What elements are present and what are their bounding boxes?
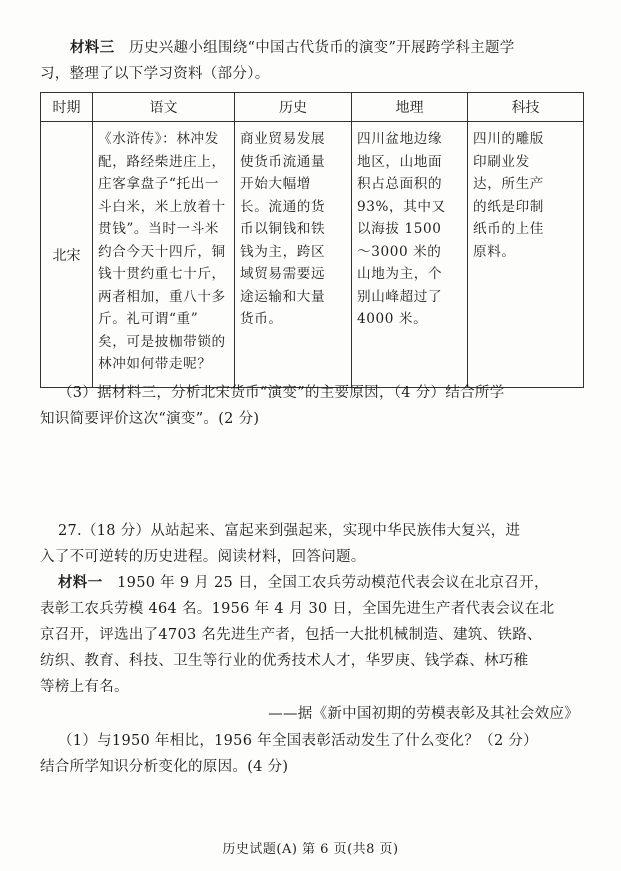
- geography-line: 93%，其中又: [357, 198, 446, 215]
- technology-line: 达，所生产: [473, 176, 544, 192]
- header-period: 时期: [41, 93, 93, 122]
- history-line: 使货币流通量: [240, 153, 326, 170]
- header-history: 历史: [235, 93, 352, 122]
- geography-line: 积占总面积的: [357, 176, 443, 192]
- technology-line: 纸币的上佳: [473, 221, 544, 237]
- material1-line1: 材料一 1950 年 9 月 25 日，全国工农兵劳动模范代表会议在北京召开，: [58, 574, 549, 591]
- history-line: 长。流通的货: [240, 198, 326, 215]
- technology-line: 四川的雕版: [473, 131, 544, 147]
- geography-line: 山地为主，个: [357, 266, 443, 282]
- question-3-line2: 知识简要评价这次“演变”。(2 分): [40, 411, 260, 427]
- geography-line: 以海拔 1500: [357, 221, 442, 237]
- table-header-row: [41, 93, 584, 122]
- q27-intro-line1: 27.（18 分）从站起来、富起来到强起来，实现中华民族伟大复兴，进: [58, 523, 521, 539]
- chinese-line: 林冲如何带走呢？: [98, 356, 212, 372]
- history-line: 途运输和大量: [240, 288, 326, 305]
- q27-sub1-line1: （1）与1950 年相比，1956 年全国表彰活动发生了什么变化？（2 分）: [58, 733, 538, 749]
- header-chinese: 语文: [93, 93, 235, 122]
- chinese-line: 配，路经柴进庄上，: [98, 153, 226, 170]
- technology-cell: [468, 122, 584, 388]
- period-cell: 北宋: [41, 122, 93, 388]
- chinese-line: 贯钱”。当时一斗米: [98, 221, 220, 237]
- material3-label: 材料三: [70, 39, 115, 56]
- geography-cell: [352, 122, 468, 388]
- geography-line: ～3000 米的: [357, 243, 442, 260]
- chinese-line: 斗白米，米上放着十: [98, 198, 226, 215]
- material1-line2: 表彰工农兵劳模 464 名。1956 年 4 月 30 日，全国先进生产者代表会议在北: [40, 601, 555, 617]
- geography-line: 四川盆地边缘: [357, 131, 443, 147]
- header-geography: 地理: [352, 93, 468, 122]
- question-3-line1: （3）据材料三，分析北宋货币“演变”的主要原因，（4 分）结合所学: [58, 385, 505, 401]
- technology-line: 的纸是印制: [473, 198, 544, 215]
- q27-intro-line2: 入了不可逆转的历史进程。阅读材料，回答问题。: [40, 549, 366, 565]
- material1-line3: 京召开，评选出了4703 名先进生产者，包括一大批机械制造、建筑、铁路、: [40, 627, 542, 643]
- geography-line: 地区，山地面: [357, 153, 443, 170]
- material1-source: ——据《新中国初期的劳模表彰及其社会效应》: [268, 706, 579, 722]
- history-line: 开始大幅增: [240, 176, 311, 192]
- chinese-cell: [93, 122, 235, 388]
- material1-label: 材料一: [58, 574, 103, 591]
- history-cell: [235, 122, 352, 388]
- history-line: 货币。: [240, 311, 283, 327]
- material3-intro-line1: 材料三 历史兴趣小组围绕“中国古代货币的演变”开展跨学科主题学: [70, 39, 515, 56]
- table-row: [41, 122, 584, 388]
- history-line: 域贸易需要远: [240, 266, 326, 282]
- header-technology: 科技: [468, 93, 584, 122]
- q27-sub1-line2: 结合所学知识分析变化的原因。(4 分): [40, 759, 289, 775]
- page-footer: 历史试题(A) 第 6 页(共8 页): [222, 842, 399, 857]
- material1-line4: 纺织、教育、科技、卫生等行业的优秀技术人才，华罗庚、钱学森、林巧稚: [40, 653, 529, 669]
- material3-table: [40, 92, 584, 388]
- history-line: 币以铜钱和铁: [240, 221, 326, 237]
- history-line: 钱为主，跨区: [240, 243, 326, 260]
- material1-line5: 等榜上有名。: [40, 679, 129, 695]
- chinese-line: 约合今天十四斤，铜: [98, 243, 226, 260]
- technology-line: 印刷业发: [473, 153, 530, 170]
- chinese-line: 《水浒传》：林冲发: [98, 131, 219, 147]
- history-line: 商业贸易发展: [240, 131, 326, 147]
- chinese-line: 两者相加，重八十多: [98, 288, 226, 305]
- chinese-line: 钱十贯约重七十斤，: [98, 266, 226, 282]
- geography-line: 4000 米。: [357, 311, 428, 327]
- chinese-line: 庄客拿盘子“托出一: [98, 176, 220, 192]
- chinese-line: 矣，可是披枷带锁的: [98, 333, 226, 350]
- chinese-line: 斤。礼可谓“重”: [98, 311, 199, 327]
- material3-intro-line2: 习，整理了以下学习资料（部分）。: [40, 66, 270, 82]
- technology-line: 原料。: [473, 243, 516, 260]
- geography-line: 别山峰超过了: [357, 288, 443, 305]
